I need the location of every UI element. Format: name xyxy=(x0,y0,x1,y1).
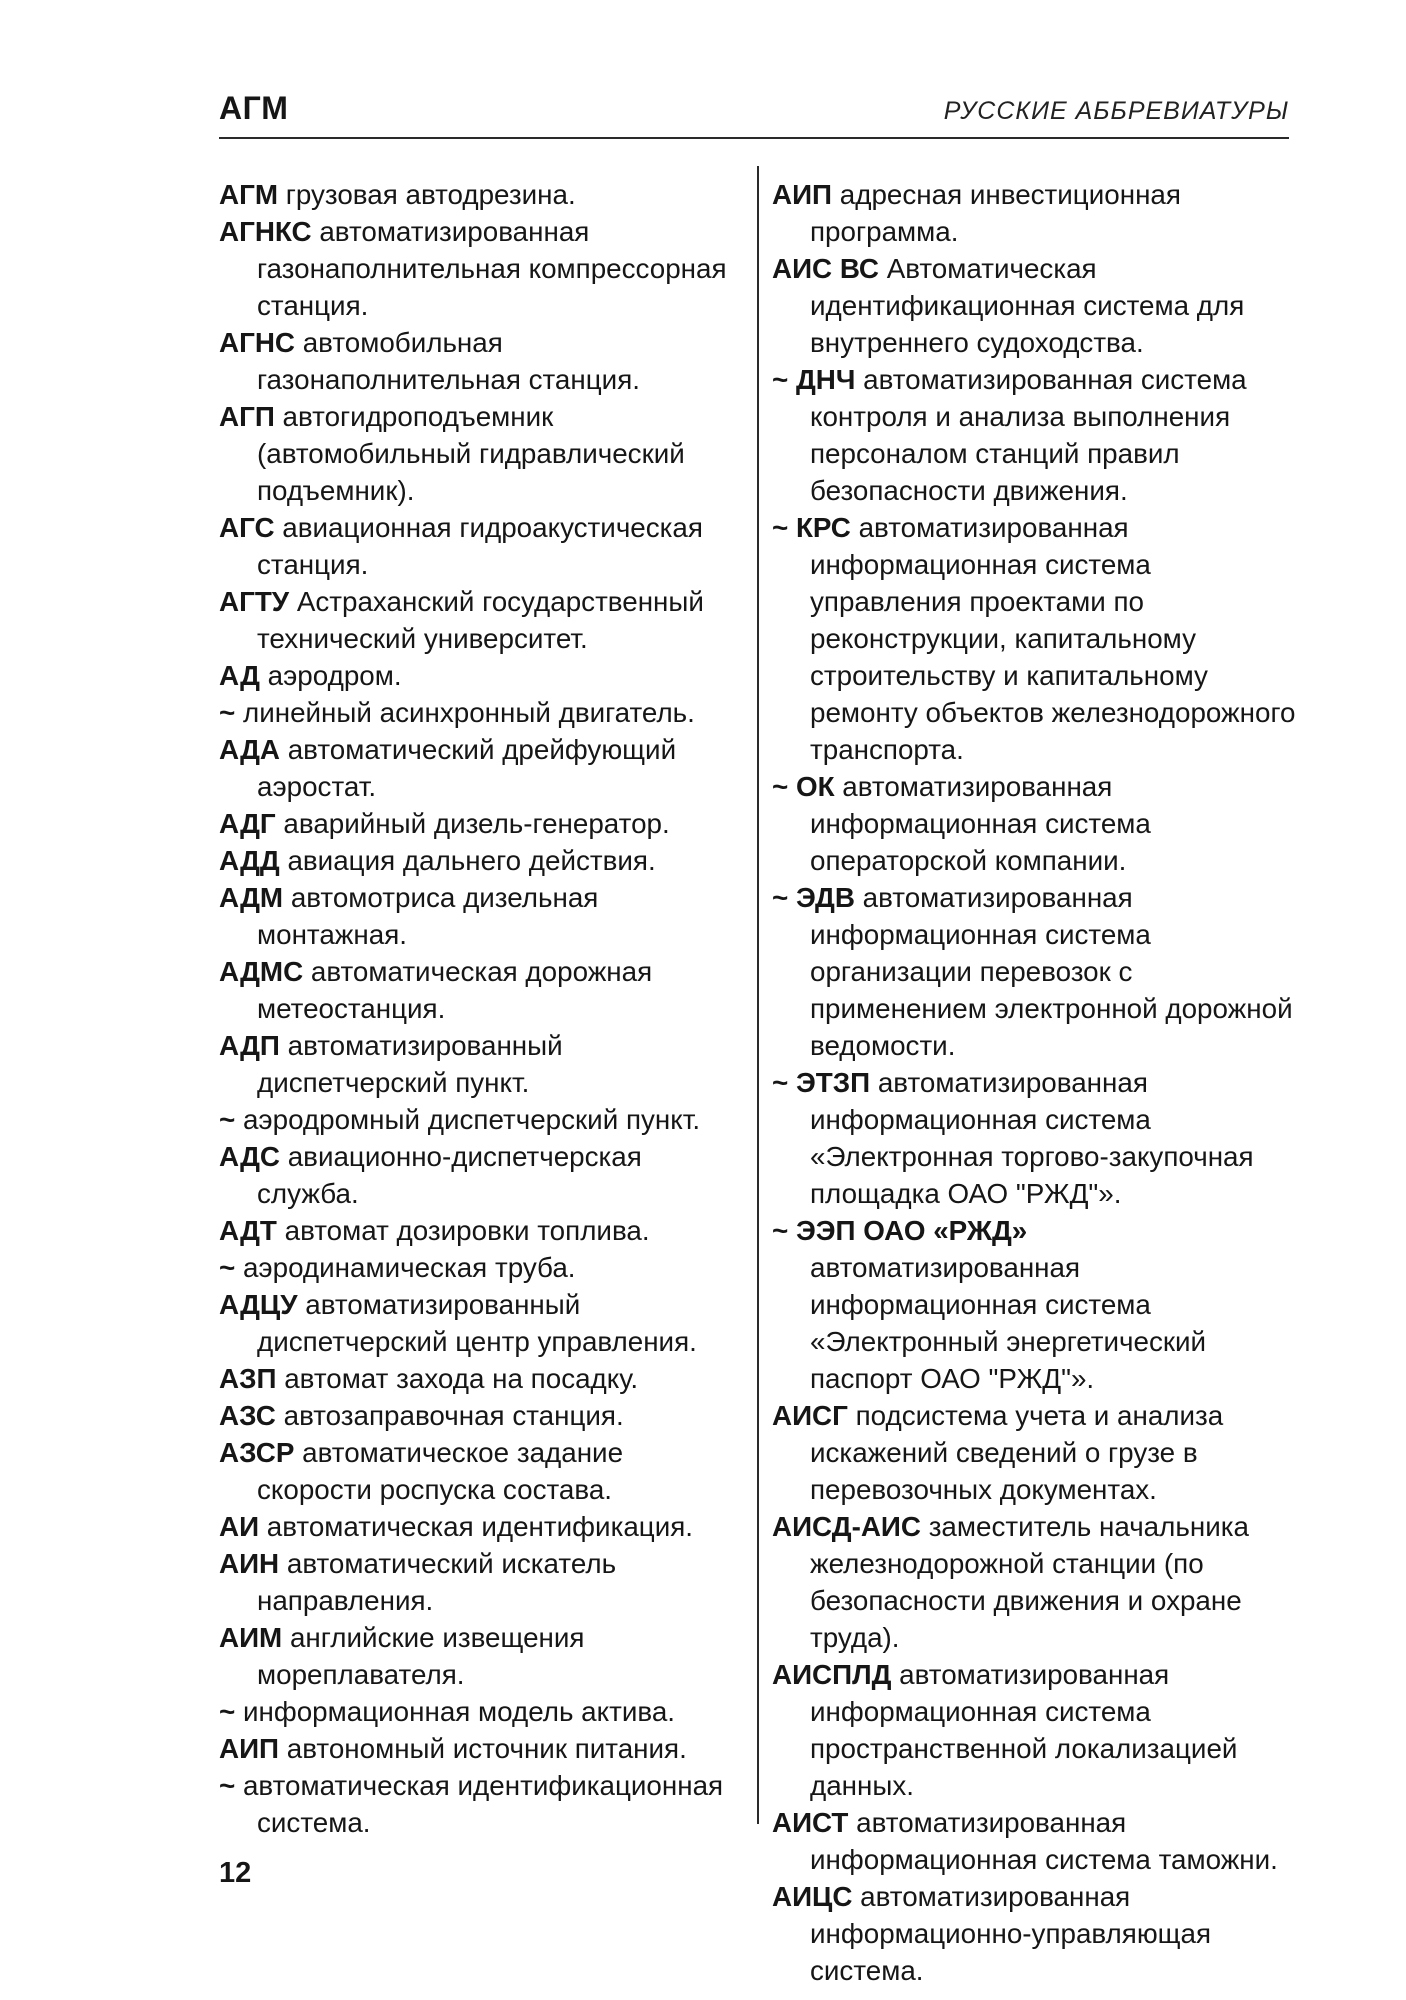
dictionary-entry xyxy=(219,583,745,657)
dictionary-entry xyxy=(772,1212,1304,1397)
entry-term: АГТУ xyxy=(219,586,290,617)
dictionary-entry xyxy=(772,250,1304,361)
dictionary-entry xyxy=(219,1730,745,1767)
dictionary-entry xyxy=(219,953,745,1027)
entry-definition: автоматизированная информационная система организации перевозок с применением электронной дорожной ведомости. xyxy=(810,882,1293,1061)
dictionary-entry xyxy=(219,1101,745,1138)
entry-definition: Автоматическая идентификационная система для внутреннего судоходства. xyxy=(810,253,1245,358)
dictionary-entry xyxy=(219,1249,745,1286)
entry-definition: автоматическая идентификационная система. xyxy=(242,1770,724,1838)
dictionary-entry xyxy=(219,731,745,805)
dictionary-entry xyxy=(772,361,1304,509)
entry-term: АДТ xyxy=(219,1215,277,1246)
entry-definition: аэродинамическая труба. xyxy=(242,1252,576,1283)
entry-definition: адресная инвестиционная программа. xyxy=(810,179,1181,247)
entry-definition: автоматизированная газонаполнительная компрессорная станция. xyxy=(257,216,727,321)
entry-term: АДЦУ xyxy=(219,1289,298,1320)
entry-definition: автоматизированная информационная система «Электронная торгово-закупочная площадка ОАО "РЖД"». xyxy=(810,1067,1254,1209)
entry-definition: автоматизированная информационная система «Электронный энергетический паспорт ОАО "РЖД"». xyxy=(810,1252,1207,1394)
dictionary-entry xyxy=(219,805,745,842)
entry-definition: автоматический искатель направления. xyxy=(257,1548,617,1616)
entry-definition: авиационно-диспетчерская служба. xyxy=(257,1141,642,1209)
entry-term: АДГ xyxy=(219,808,276,839)
entry-definition: автоматизированная информационно-управляющая система. xyxy=(810,1881,1212,1986)
dictionary-entry xyxy=(219,213,745,324)
entry-term: АЗП xyxy=(219,1363,277,1394)
dictionary-entry xyxy=(219,1286,745,1360)
entry-definition: автоматизированная система контроля и анализа выполнения персоналом станций правил безопасности движения. xyxy=(810,364,1247,506)
dictionary-entry xyxy=(219,398,745,509)
dictionary-entry xyxy=(219,1693,745,1730)
entry-term: АГНКС xyxy=(219,216,312,247)
entry-definition: автоматическое задание скорости роспуска состава. xyxy=(257,1437,624,1505)
entry-term: АДД xyxy=(219,845,280,876)
entry-term: ~ ЭДВ xyxy=(772,882,855,913)
entry-term: АИЦС xyxy=(772,1881,853,1912)
entry-definition: аэродромный диспетчерский пункт. xyxy=(242,1104,701,1135)
entry-definition: подсистема учета и анализа искажений сведений о грузе в перевозочных документах. xyxy=(810,1400,1224,1505)
entry-term: ~ ЭЭП ОАО «РЖД» xyxy=(772,1215,1028,1246)
entry-term: АДА xyxy=(219,734,280,765)
entry-term: ~ ЭТЗП xyxy=(772,1067,871,1098)
entry-definition: автозаправочная станция. xyxy=(283,1400,624,1431)
entry-definition: авиационная гидроакустическая станция. xyxy=(257,512,703,580)
entry-term: ~ ОК xyxy=(772,771,835,802)
dictionary-entry xyxy=(219,1212,745,1249)
left-column xyxy=(219,176,745,1841)
dictionary-entry xyxy=(219,1619,745,1693)
entry-term: АД xyxy=(219,660,260,691)
entry-term: АДС xyxy=(219,1141,280,1172)
right-column xyxy=(772,176,1304,1989)
entry-definition: заместитель начальника железнодорожной станции (по безопасности движения и охране труда). xyxy=(810,1511,1249,1653)
entry-definition: автоматическая дорожная метеостанция. xyxy=(257,956,653,1024)
entry-term: АИС ВС xyxy=(772,253,879,284)
dictionary-entry xyxy=(219,1545,745,1619)
dictionary-entry xyxy=(219,1434,745,1508)
entry-term: АИП xyxy=(772,179,833,210)
entry-term: ~ xyxy=(219,1770,236,1801)
page-number: 12 xyxy=(219,1857,252,1889)
dictionary-entry xyxy=(772,1397,1304,1508)
entry-definition: автоматизированная информационная система операторской компании. xyxy=(810,771,1151,876)
entry-definition: автономный источник питания. xyxy=(286,1733,687,1764)
entry-definition: автоматическая идентификация. xyxy=(266,1511,694,1542)
dictionary-entry xyxy=(219,324,745,398)
entry-definition: автомат дозировки топлива. xyxy=(284,1215,650,1246)
entry-term: АГНС xyxy=(219,327,295,358)
entry-term: АГП xyxy=(219,401,275,432)
dictionary-entry xyxy=(772,1508,1304,1656)
dictionary-entry xyxy=(772,509,1304,768)
dictionary-entry xyxy=(219,1138,745,1212)
column-divider xyxy=(757,166,759,1824)
dictionary-entry xyxy=(219,1508,745,1545)
entry-definition: аэродром. xyxy=(267,660,402,691)
entry-definition: Астраханский государственный технический университет. xyxy=(257,586,704,654)
dictionary-entry xyxy=(219,1767,745,1841)
entry-definition: английские извещения мореплавателя. xyxy=(257,1622,585,1690)
entry-definition: автомат захода на посадку. xyxy=(284,1363,639,1394)
entry-definition: линейный асинхронный двигатель. xyxy=(242,697,695,728)
entry-term: АИН xyxy=(219,1548,280,1579)
running-header xyxy=(219,88,1289,138)
entry-definition: аварийный дизель-генератор. xyxy=(283,808,670,839)
entry-definition: автомобильная газонаполнительная станция. xyxy=(257,327,640,395)
entry-term: ~ xyxy=(219,1252,236,1283)
entry-term: ~ xyxy=(219,1696,236,1727)
entry-definition: автоматический дрейфующий аэростат. xyxy=(257,734,677,802)
dictionary-entry xyxy=(772,1804,1304,1878)
entry-definition: грузовая автодрезина. xyxy=(285,179,576,210)
dictionary-entry xyxy=(772,768,1304,879)
entry-definition: автогидроподъемник (автомобильный гидравлический подъемник). xyxy=(257,401,685,506)
dictionary-entry xyxy=(219,1397,745,1434)
entry-definition: автомотриса дизельная монтажная. xyxy=(257,882,599,950)
entry-term: ~ ДНЧ xyxy=(772,364,856,395)
entry-term: АИСПЛД xyxy=(772,1659,892,1690)
entry-term: АГС xyxy=(219,512,275,543)
entry-definition: автоматизированный диспетчерский пункт. xyxy=(257,1030,563,1098)
dictionary-entry xyxy=(219,1360,745,1397)
dictionary-entry xyxy=(772,1878,1304,1989)
entry-term: АИ xyxy=(219,1511,260,1542)
entry-term: АИП xyxy=(219,1733,280,1764)
header-rule xyxy=(219,137,1289,139)
entry-definition: автоматизированная информационная система пространственной локализацией данных. xyxy=(810,1659,1238,1801)
entry-term: ~ xyxy=(219,1104,236,1135)
header-guide-word: АГМ xyxy=(219,90,289,126)
entry-term: АГМ xyxy=(219,179,278,210)
entry-definition: автоматизированная информационная система управления проектами по реконструкции, капитальному строительству и капитальному ремонту объектов железнодорожного транспорта. xyxy=(810,512,1296,765)
entry-term: АИМ xyxy=(219,1622,283,1653)
dictionary-entry xyxy=(772,1656,1304,1804)
dictionary-entry xyxy=(219,1027,745,1101)
dictionary-entry xyxy=(219,176,745,213)
entry-term: АИСД-АИС xyxy=(772,1511,921,1542)
dictionary-entry xyxy=(219,842,745,879)
dictionary-entry xyxy=(219,879,745,953)
dictionary-entry xyxy=(772,1064,1304,1212)
header-section-title: РУССКИЕ АББРЕВИАТУРЫ xyxy=(943,97,1289,125)
entry-definition: автоматизированный диспетчерский центр управления. xyxy=(257,1289,697,1357)
dictionary-entry xyxy=(772,176,1304,250)
entry-term: ~ КРС xyxy=(772,512,851,543)
dictionary-entry xyxy=(219,657,745,694)
entry-term: АЗС xyxy=(219,1400,276,1431)
dictionary-entry xyxy=(772,879,1304,1064)
entry-term: АДП xyxy=(219,1030,280,1061)
entry-term: АДМС xyxy=(219,956,304,987)
entry-term: АЗСР xyxy=(219,1437,295,1468)
entry-term: АДМ xyxy=(219,882,284,913)
dictionary-entry xyxy=(219,694,745,731)
entry-definition: автоматизированная информационная система таможни. xyxy=(810,1807,1278,1875)
dictionary-entry xyxy=(219,509,745,583)
entry-term: ~ xyxy=(219,697,236,728)
entry-term: АИСГ xyxy=(772,1400,848,1431)
entry-term: АИСТ xyxy=(772,1807,849,1838)
entry-definition: информационная модель актива. xyxy=(242,1696,676,1727)
entry-definition: авиация дальнего действия. xyxy=(287,845,656,876)
